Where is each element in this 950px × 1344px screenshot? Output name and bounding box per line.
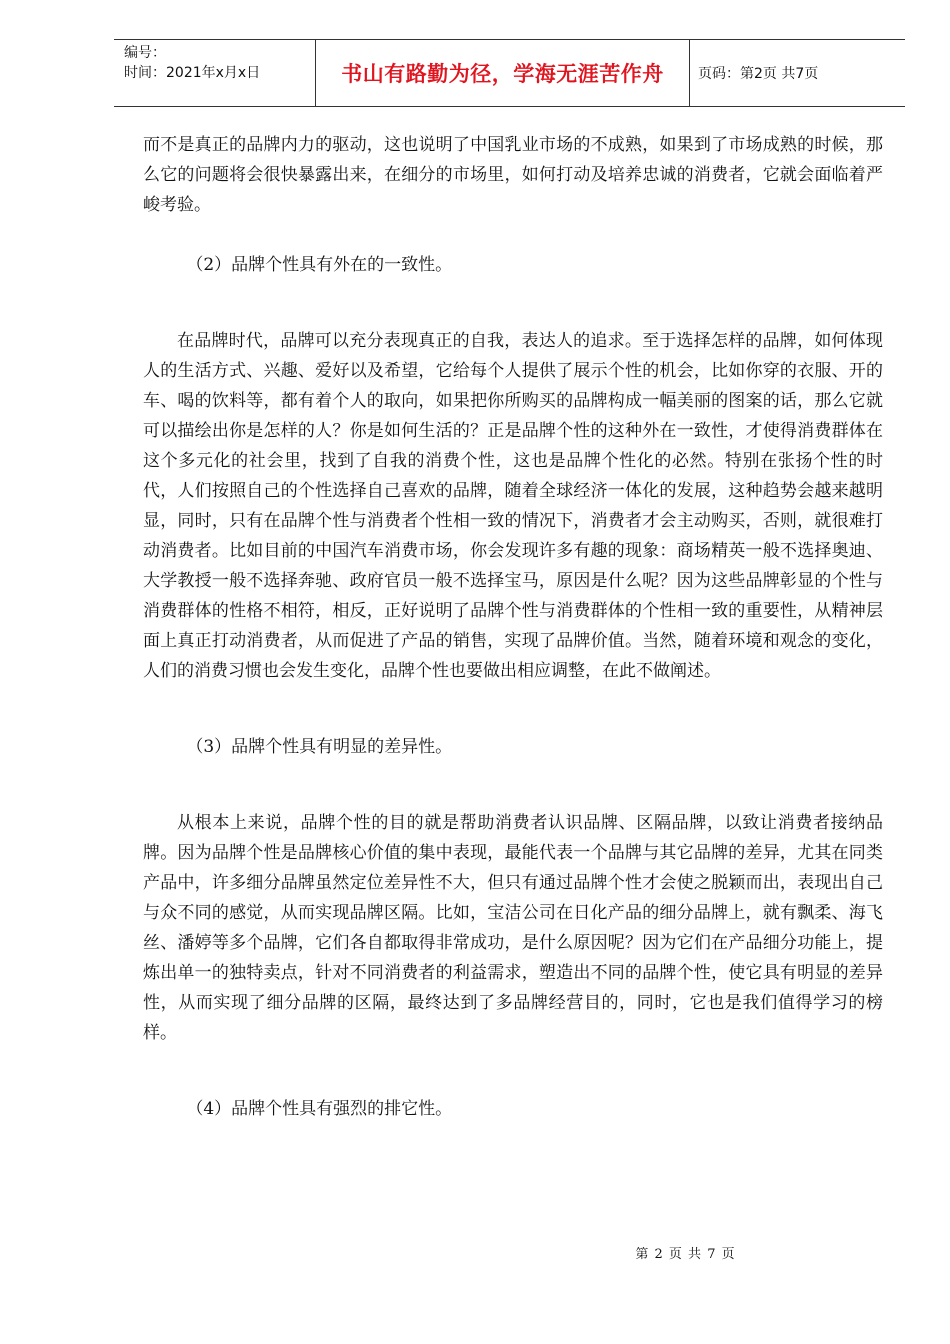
paragraph-consistency: 在品牌时代，品牌可以充分表现真正的自我，表达人的追求。至于选择怎样的品牌，如何体现人的生活方式、兴趣、爱好以及希望，它给每个人提供了展示个性的机会，比如你穿的衣服、开的车、喝的饮料等，都有着个人的取向，如果把你所购买的品牌构成一幅美丽的图案的话，那么它就可以描绘出你是怎样的人？你是如何生活的？正是品牌个性的这种外在一致性，才使得消费群体在这个多元化的社会里，找到了自我的消费个性，这也是品牌个性化的必然。特别在张扬个性的时代，人们按照自己的个性选择自己喜欢的品牌，随着全球经济一体化的发展，这种趋势会越来越明显，同时，只有在品牌个性与消费者个性相一致的情况下，消费者才会主动购买，否则，就很难打动消费者。比如目前的中国汽车消费市场，你会发现许多有趣的现象：商场精英一般不选择奥迪、大学教授一般不选择奔驰、政府官员一般不选择宝马，原因是什么呢？因为这些品牌彰显的个性与消费群体的性格不相符，相反，正好说明了品牌个性与消费群体的个性相一致的重要性，从精神层面上真正打动消费者，从而促进了产品的销售，实现了品牌价值。当然，随着环境和观念的变化，人们的消费习惯也会发生变化，品牌个性也要做出相应调整，在此不做阐述。 [143, 331, 883, 681]
subheading-4: （4）品牌个性具有强烈的排它性。 [186, 1099, 453, 1119]
page-info-text: 页码：第2页 共7页 [698, 66, 819, 82]
header-page-info [690, 40, 905, 106]
subheading-2: （2）品牌个性具有外在的一致性。 [186, 255, 453, 275]
paragraph-difference: 从根本上来说，品牌个性的目的就是帮助消费者认识品牌、区隔品牌，以致让消费者接纳品牌。因为品牌个性是品牌核心价值的集中表现，最能代表一个品牌与其它品牌的差异，尤其在同类产品中，许多细分品牌虽然定位差异性不大，但只有通过品牌个性才会使之脱颖而出，表现出自己与众不同的感觉，从而实现品牌区隔。比如，宝洁公司在日化产品的细分品牌上，就有飘柔、海飞丝、潘婷等多个品牌，它们各自都取得非常成功，是什么原因呢？因为它们在产品细分功能上，提炼出单一的独特卖点，针对不同消费者的利益需求，塑造出不同的品牌个性，使它具有明显的差异性，从而实现了细分品牌的区隔，最终达到了多品牌经营目的，同时，它也是我们值得学习的榜样。 [143, 813, 883, 1043]
header-slogan-cell [316, 40, 690, 106]
document-number-label: 编号： [124, 45, 166, 61]
page-header [114, 39, 905, 107]
page-footer [0, 1243, 950, 1262]
paragraph-continuation: 而不是真正的品牌内力的驱动，这也说明了中国乳业市场的不成熟，如果到了市场成熟的时候，那么它的问题将会很快暴露出来，在细分的市场里，如何打动及培养忠诚的消费者，它就会面临着严峻考验。 [143, 135, 883, 215]
document-body [143, 130, 883, 1124]
header-meta [114, 40, 316, 106]
header-slogan: 书山有路勤为径，学海无涯苦作舟 [341, 62, 664, 86]
footer-page-number: 第 2 页 共 7 页 [635, 1247, 735, 1262]
document-time-label: 时间：2021年x月x日 [124, 65, 261, 81]
subheading-3: （3）品牌个性具有明显的差异性。 [186, 737, 453, 757]
